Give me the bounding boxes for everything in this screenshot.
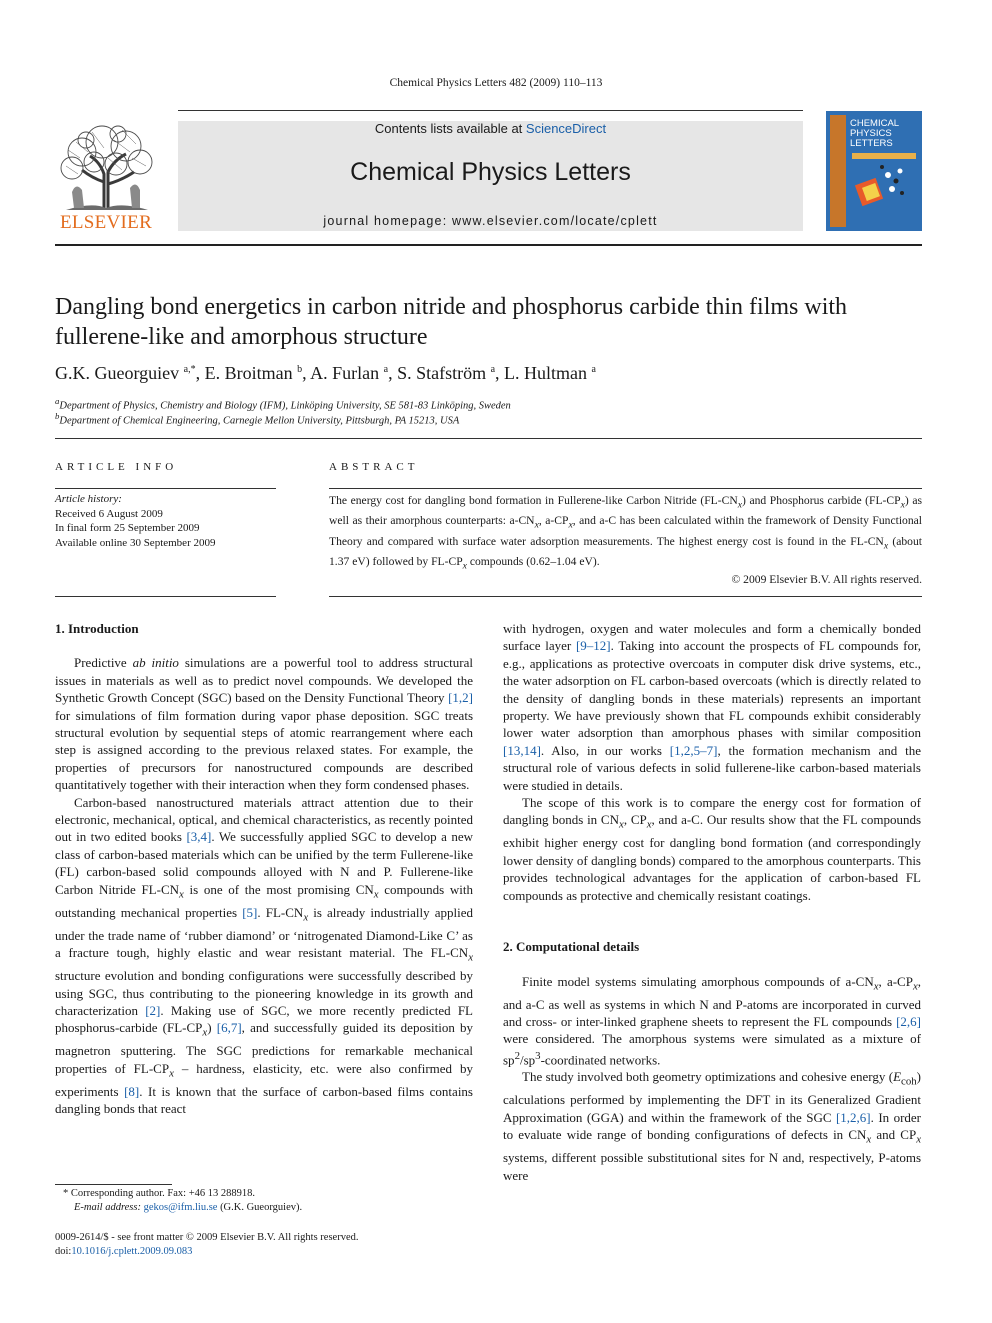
author-affiliation-mark[interactable]: b bbox=[297, 364, 303, 375]
corresponding-author-footnote: * Corresponding author. Fax: +46 13 288918. E-mail address: gekos@ifm.liu.se (G.K. Gueorguiev). bbox=[63, 1188, 303, 1213]
abstract-rule bbox=[329, 488, 922, 489]
doi-prefix: doi: bbox=[55, 1246, 72, 1257]
sciencedirect-link[interactable]: ScienceDirect bbox=[525, 121, 607, 136]
doi-link[interactable]: 10.1016/j.cplett.2009.09.083 bbox=[71, 1246, 193, 1257]
article-info-heading: ARTICLE INFO bbox=[55, 461, 178, 473]
cover-title bbox=[850, 119, 920, 149]
affiliation-a bbox=[55, 396, 925, 412]
body-paragraph: Predictive ab initio simulations are a powerful tool to address structural issues in materials as well as to predict novel compounds. We developed the Synthetic Growth Concept (SGC) based on the Density Functional Theory [1,2] for simulations of film formation during vapor phase deposition. SGC treats structural evolution by sequential steps of atomic rearrangement where each step is assigned according to the previous relaxed states. For example, the properties of precursors for nanostructured compounds are described quantitatively together with their interaction when they form condensed phases. bbox=[55, 655, 473, 793]
affiliation-mark: b bbox=[55, 411, 60, 421]
article-history bbox=[55, 492, 276, 550]
citation-link[interactable]: [6,7] bbox=[216, 1020, 242, 1036]
history-received: Received 6 August 2009 bbox=[55, 507, 163, 520]
header-rule-top bbox=[178, 110, 803, 111]
issn-line: 0009-2614/$ - see front matter © 2009 Elsevier B.V. All rights reserved. bbox=[55, 1232, 359, 1243]
body-paragraph: Carbon-based nanostructured materials attract attention due to their electronic, mechanical, optical, and chemical characteristics, as recently pointed out in two edited books [3,4]. We successfully applied SGC to develop a new class of carbon-based materials which can be unified by the term Fullerene-like (FL) carbon-based solid compounds alloyed with N and P. Fullerene-like Carbon Nitride $FL-CN_x$ is one of the most promising $CN_x$ compounds with outstanding mechanical properties [5]. $FL-CN_x$ is already industrially applied under the trade name of ‘rubber diamond’ or ‘nitrogenated Diamond-Like C’ as a fracture tough, highly elastic and wear resistant material. The $FL-CN_x$ structure evolution and bonding configurations were successfully described by using SGC, thus contributing to the pioneering knowledge in its growth and characterization [2]. Making use of SGC, we more recently predicted FL phosphorus-carbide $(FL-CP_x)$ [6,7], and successfully guided its deposition by magnetron sputtering. The SGC predictions for remarkable mechanical properties of $FL-CP_x$ – hardness, elasticity, etc. were also confirmed by experiments [8]. It is known that the surface of carbon-based films contains dangling bonds that react bbox=[55, 794, 474, 1117]
author-affiliation-mark[interactable]: a bbox=[490, 364, 496, 375]
affiliation-text: Department of Chemical Engineering, Carnegie Mellon University, Pittsburgh, PA 15213, USA bbox=[59, 415, 460, 427]
author-name[interactable]: A. Furlan bbox=[310, 363, 380, 383]
body-column-right bbox=[503, 620, 921, 1184]
abstract-end-rule bbox=[329, 596, 922, 597]
history-final-form: In final form 25 September 2009 bbox=[55, 522, 200, 534]
author-name[interactable]: L. Hultman bbox=[504, 363, 588, 383]
abstract-copyright: © 2009 Elsevier B.V. All rights reserved. bbox=[731, 573, 922, 586]
corresponding-author-text: Corresponding author. Fax: +46 13 288918. bbox=[70, 1188, 255, 1199]
citation-link[interactable]: [9–12] bbox=[575, 638, 611, 654]
cover-title-line: CHEMICAL bbox=[850, 118, 900, 129]
cover-illustration bbox=[852, 155, 912, 215]
author-affiliation-mark[interactable]: a bbox=[591, 364, 596, 375]
author-name[interactable]: E. Broitman bbox=[204, 363, 293, 383]
header-rule-bottom bbox=[55, 244, 922, 246]
body-paragraph: The study involved both geometry optimizations and cohesive energy $(E_{coh})$ calculations performed by implementing the DFT in its Generalized Gradient Approximation (GGA) and within the framework of the SGC [1,2,6]. In order to evaluate wide range of bonding configurations of defects in $CN_x$ and $CP_x$ systems, different possible substitutional sites for N and, respectively, P-atoms were bbox=[503, 1069, 922, 1183]
citation-link[interactable]: [2,6] bbox=[896, 1013, 921, 1029]
email-link[interactable]: gekos@ifm.liu.se bbox=[143, 1202, 218, 1213]
journal-homepage[interactable]: journal homepage: www.elsevier.com/locate/cplett bbox=[323, 214, 658, 228]
footnote-rule bbox=[55, 1184, 172, 1185]
citation-link[interactable]: [3,4] bbox=[186, 829, 212, 845]
cover-title-line: PHYSICS bbox=[850, 128, 892, 139]
author-affiliation-mark[interactable]: a,* bbox=[183, 364, 196, 375]
cover-side-stripe bbox=[830, 115, 846, 227]
affiliation-rule bbox=[55, 438, 922, 439]
author-list: G.K. Gueorguiev $^{a,*}$, E. Broitman $^b$, A. Furlan $^a$, S. Stafström $^a$, L. Hultman $^a$ bbox=[55, 363, 596, 383]
email-label: E-mail address: bbox=[74, 1202, 141, 1213]
citation-link[interactable]: [5] bbox=[242, 904, 258, 920]
body-column-left bbox=[55, 620, 473, 1118]
abstract-heading: ABSTRACT bbox=[329, 461, 419, 473]
article-title: Dangling bond energetics in carbon nitride and phosphorus carbide thin films with fullerene-like and amorphous structure bbox=[55, 294, 848, 350]
author-name[interactable]: G.K. Gueorguiev bbox=[55, 363, 180, 383]
journal-reference: Chemical Physics Letters 482 (2009) 110–113 bbox=[389, 77, 603, 89]
contents-line bbox=[178, 121, 803, 136]
history-online: Available online 30 September 2009 bbox=[55, 536, 216, 549]
email-suffix: (G.K. Gueorguiev). bbox=[220, 1202, 303, 1213]
citation-link[interactable]: [8] bbox=[124, 1083, 140, 1099]
contents-prefix: Contents lists available at bbox=[374, 121, 526, 136]
affiliation-mark: a bbox=[55, 396, 60, 406]
body-paragraph: Finite model systems simulating amorphous compounds of $a-CN_x$, $a-CP_x$, and a-C as well as systems in which N and P-atoms are incorporated in curved and cross- or inter-linked graphene sheets to represent the FL compounds [2,6] were considered. The amorphous systems were simulated as a mixture of $sp^2/sp^3$-coordinated networks. bbox=[503, 973, 922, 1068]
citation-link[interactable]: [1,2] bbox=[448, 690, 473, 706]
history-label: Article history: bbox=[55, 493, 122, 505]
article-info-rule bbox=[55, 488, 276, 489]
abstract-text: The energy cost for dangling bond formation in Fullerene-like Carbon Nitride $(FL-CN_x)$ and Phosphorus carbide $(FL-CP_x)$ as well as their amorphous counterparts: $a-CN_x$, $a-CP_x$, and a-C has been calculated within the framework of Density Functional Theory and compared with surface water adsorption measurements. The highest energy cost is found in the $FL-CN_x$ (about 1.37 eV) followed by $FL-CP_x$ compounds (0.62–1.04 eV). bbox=[329, 494, 922, 572]
author-name[interactable]: S. Stafström bbox=[397, 363, 487, 383]
citation-link[interactable]: [13,14] bbox=[503, 742, 541, 758]
section-heading: 1. Introduction bbox=[55, 621, 139, 636]
affiliation-b bbox=[55, 411, 925, 427]
front-matter-info bbox=[55, 1231, 505, 1259]
body-paragraph: The scope of this work is to compare the energy cost for formation of dangling bonds in $CN_x$, $CP_x$, and a-C. Our results show that the FL compounds exhibit higher energy cost for dangling bond formation (and correspondingly lower density of dangling bonds) compared to the amorphous counterparts. This provides technological advantages for the application of carbon-based FL compounds as protective and chemically resistant coatings. bbox=[503, 795, 922, 903]
article-info-end-rule bbox=[55, 596, 276, 597]
citation-link[interactable]: [2] bbox=[145, 1002, 161, 1018]
body-paragraph: with hydrogen, oxygen and water molecules and form a chemically bonded surface layer [9–12]. Taking into account the prospects of FL compounds for, e.g., applications as protective overcoats in computer disk drive systems, etc., the water adsorption on FL carbon-based overcoats (which is directly related to the density of dangling bonds in these materials) represents an important property. We have previously shown that FL compounds exhibit considerably lower water adsorption than amorphous phases with similar composition [13,14]. Also, in our works [1,2,5–7], the formation mechanism and the structural role of various defects in solid fullerene-like carbon-based materials were studied in details. bbox=[503, 621, 921, 793]
affiliation-text: Department of Physics, Chemistry and Biology (IFM), Linköping University, SE 581-83 Linköping, Sweden bbox=[59, 400, 511, 412]
citation-link[interactable]: [1,2,6] bbox=[835, 1109, 871, 1125]
section-heading: 2. Computational details bbox=[503, 939, 640, 955]
elsevier-wordmark: ELSEVIER bbox=[59, 212, 153, 233]
journal-title: Chemical Physics Letters bbox=[350, 158, 631, 186]
cover-title-line: LETTERS bbox=[850, 138, 893, 149]
citation-link[interactable]: [1,2,5–7] bbox=[669, 742, 718, 758]
author-affiliation-mark[interactable]: a bbox=[383, 364, 389, 375]
